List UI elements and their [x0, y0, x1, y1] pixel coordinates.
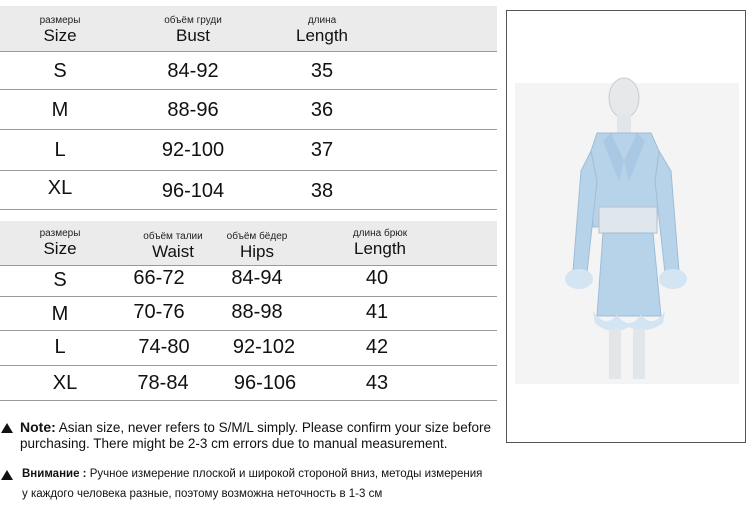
feather-cuff-right [659, 269, 687, 289]
table-row: L 74-80 92-102 42 [0, 331, 497, 366]
table-row: S 84-92 35 [0, 51, 497, 90]
mannequin-head [609, 78, 639, 118]
mini-skirt [597, 233, 661, 316]
product-photo [507, 11, 745, 442]
header-bust: объём груди Bust [164, 15, 222, 45]
feather-cuff-left [565, 269, 593, 289]
warning-triangle-icon [1, 470, 13, 480]
header-length: длина Length [296, 15, 348, 45]
mannequin-leg-right [633, 329, 645, 379]
table-row: M 70-76 88-98 41 [0, 297, 497, 331]
header-size: размеры Size [39, 228, 81, 258]
header-waist: объём талии Waist [143, 231, 203, 261]
table-row: S 66-72 84-94 40 [0, 265, 497, 297]
clear-waist-belt [599, 207, 657, 233]
table-row: XL 78-84 96-106 43 [0, 366, 497, 401]
table-row: XL 96-104 38 [0, 171, 497, 210]
table-row: M 88-96 36 [0, 90, 497, 130]
warning-triangle-icon [1, 423, 13, 433]
header-size: размеры Size [39, 15, 81, 45]
product-photo-frame [506, 10, 746, 443]
mannequin-leg-left [609, 329, 621, 379]
mannequin-neck [617, 115, 631, 133]
header-length: длина брюк Length [352, 228, 408, 258]
header-hips: объём бёдер Hips [226, 231, 288, 261]
table-row: L 92-100 37 [0, 130, 497, 171]
